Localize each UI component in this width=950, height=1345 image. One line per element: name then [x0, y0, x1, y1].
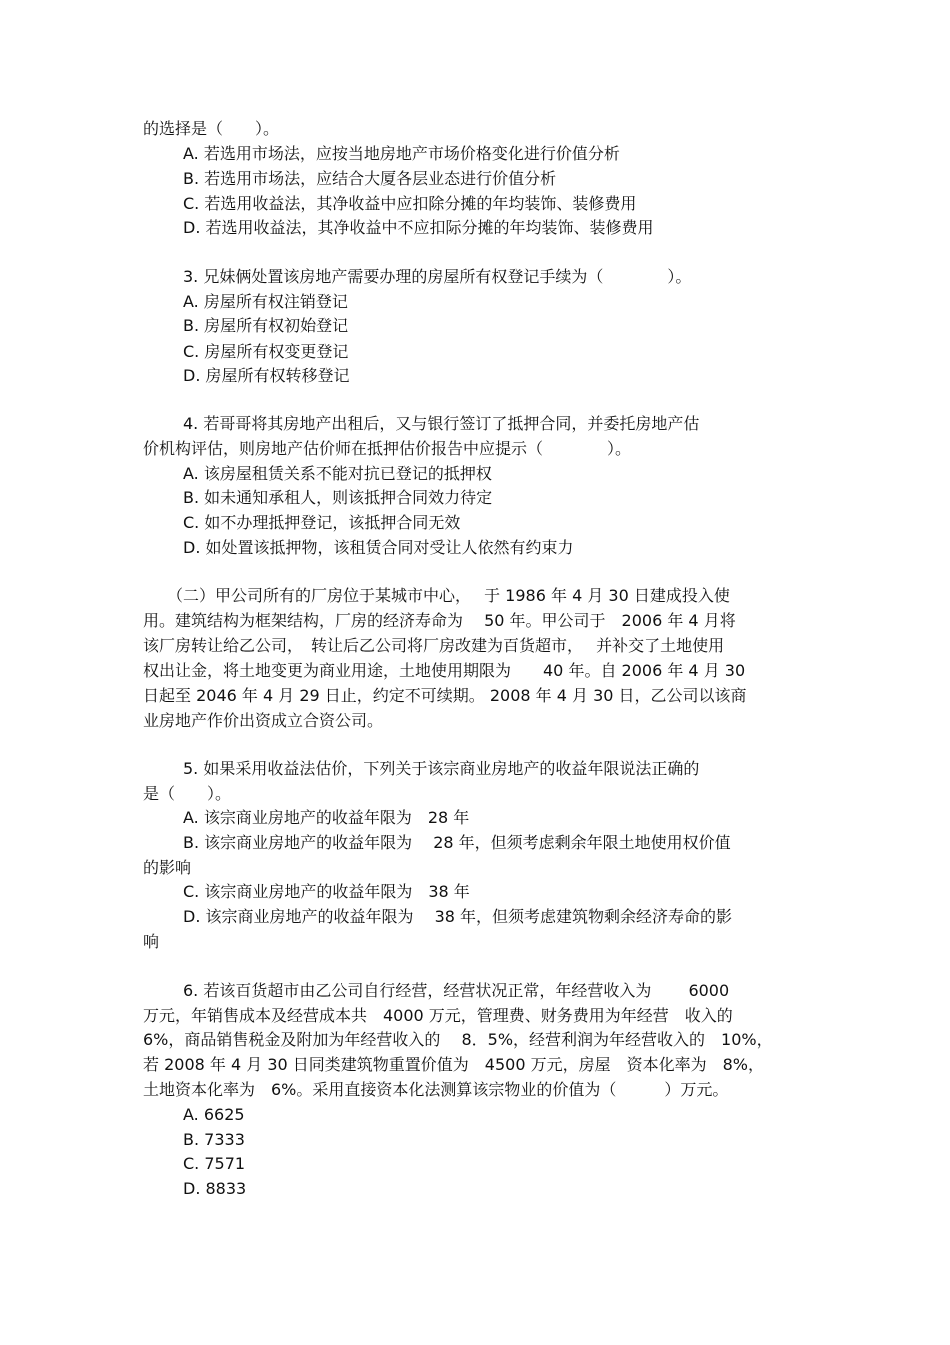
q5-option-b-cont: 的影响: [143, 858, 192, 877]
case2-line-5: 日起至 2046 年 4 月 29 日止，约定不可续期。 2008 年 4 月 30 日，乙公司以该商: [143, 686, 747, 705]
q2-option-b: B. 若选用市场法，应结合大厦各层业态进行价值分析: [183, 169, 557, 188]
q4-stem-line-2: 价机构评估，则房地产估价师在抵押估价报告中应提示（ ）。: [143, 439, 632, 458]
q4-option-b: B. 如未通知承租人，则该抵押合同效力待定: [183, 488, 493, 507]
q5-option-a: A. 该宗商业房地产的收益年限为 28 年: [183, 808, 470, 827]
q5-option-b: B. 该宗商业房地产的收益年限为 28 年，但须考虑剩余年限土地使用权价值: [183, 833, 731, 852]
q3-stem: 3. 兄妹俩处置该房地产需要办理的房屋所有权登记手续为（ ）。: [183, 267, 692, 286]
q2-stem-tail: 的选择是（ ）。: [143, 119, 280, 138]
q4-option-d: D. 如处置该抵押物，该租赁合同对受让人依然有约束力: [183, 538, 574, 557]
q2-option-c: C. 若选用收益法，其净收益中应扣除分摊的年均装饰、装修费用: [183, 194, 637, 213]
q4-stem-line-1: 4. 若哥哥将其房地产出租后，又与银行签订了抵押合同，并委托房地产估: [183, 414, 700, 433]
q6-option-d: D. 8833: [183, 1179, 247, 1198]
case2-line-1: （二）甲公司所有的厂房位于某城市中心， 于 1986 年 4 月 30 日建成投入使: [167, 586, 730, 605]
q6-stem-line-3: 6%，商品销售税金及附加为年经营收入的 8．5%，经营利润为年经营收入的 10%，: [143, 1030, 773, 1049]
q5-option-d-cont: 响: [143, 932, 160, 951]
q2-option-a: A. 若选用市场法，应按当地房地产市场价格变化进行价值分析: [183, 144, 620, 163]
q3-option-b: B. 房屋所有权初始登记: [183, 316, 349, 335]
q3-option-a: A. 房屋所有权注销登记: [183, 292, 348, 311]
case2-line-6: 业房地产作价出资成立合资公司。: [143, 711, 384, 730]
q6-stem-line-1: 6. 若该百货超市由乙公司自行经营，经营状况正常，年经营收入为 6000: [183, 981, 730, 1000]
q4-option-a: A. 该房屋租赁关系不能对抗已登记的抵押权: [183, 464, 492, 483]
q5-option-d: D. 该宗商业房地产的收益年限为 38 年，但须考虑建筑物剩余经济寿命的影: [183, 907, 733, 926]
q6-option-a: A. 6625: [183, 1105, 245, 1124]
q3-option-c: C. 房屋所有权变更登记: [183, 342, 349, 361]
q5-stem-line-1: 5. 如果采用收益法估价，下列关于该宗商业房地产的收益年限说法正确的: [183, 759, 700, 778]
q2-option-d: D. 若选用收益法，其净收益中不应扣际分摊的年均装饰、装修费用: [183, 218, 654, 237]
case2-line-3: 该厂房转让给乙公司， 转让后乙公司将厂房改建为百货超市， 并补交了土地使用: [143, 636, 725, 655]
q6-option-b: B. 7333: [183, 1130, 245, 1149]
case2-line-4: 权出让金，将土地变更为商业用途，土地使用期限为 40 年。自 2006 年 4 月 30: [143, 661, 746, 680]
q5-stem-line-2: 是（ ）。: [143, 784, 232, 803]
q6-stem-line-2: 万元，年销售成本及经营成本共 4000 万元，管理费、财务费用为年经营 收入的: [143, 1006, 733, 1025]
case2-line-2: 用。建筑结构为框架结构，厂房的经济寿命为 50 年。甲公司于 2006 年 4 月将: [143, 611, 736, 630]
q6-option-c: C. 7571: [183, 1154, 246, 1173]
q6-stem-line-5: 土地资本化率为 6%。采用直接资本化法测算该宗物业的价值为（ ）万元。: [143, 1080, 729, 1099]
q6-stem-line-4: 若 2008 年 4 月 30 日同类建筑物重置价值为 4500 万元，房屋 资本化率为 8%，: [143, 1055, 764, 1074]
q5-option-c: C. 该宗商业房地产的收益年限为 38 年: [183, 882, 470, 901]
q4-option-c: C. 如不办理抵押登记，该抵押合同无效: [183, 513, 461, 532]
q3-option-d: D. 房屋所有权转移登记: [183, 366, 350, 385]
